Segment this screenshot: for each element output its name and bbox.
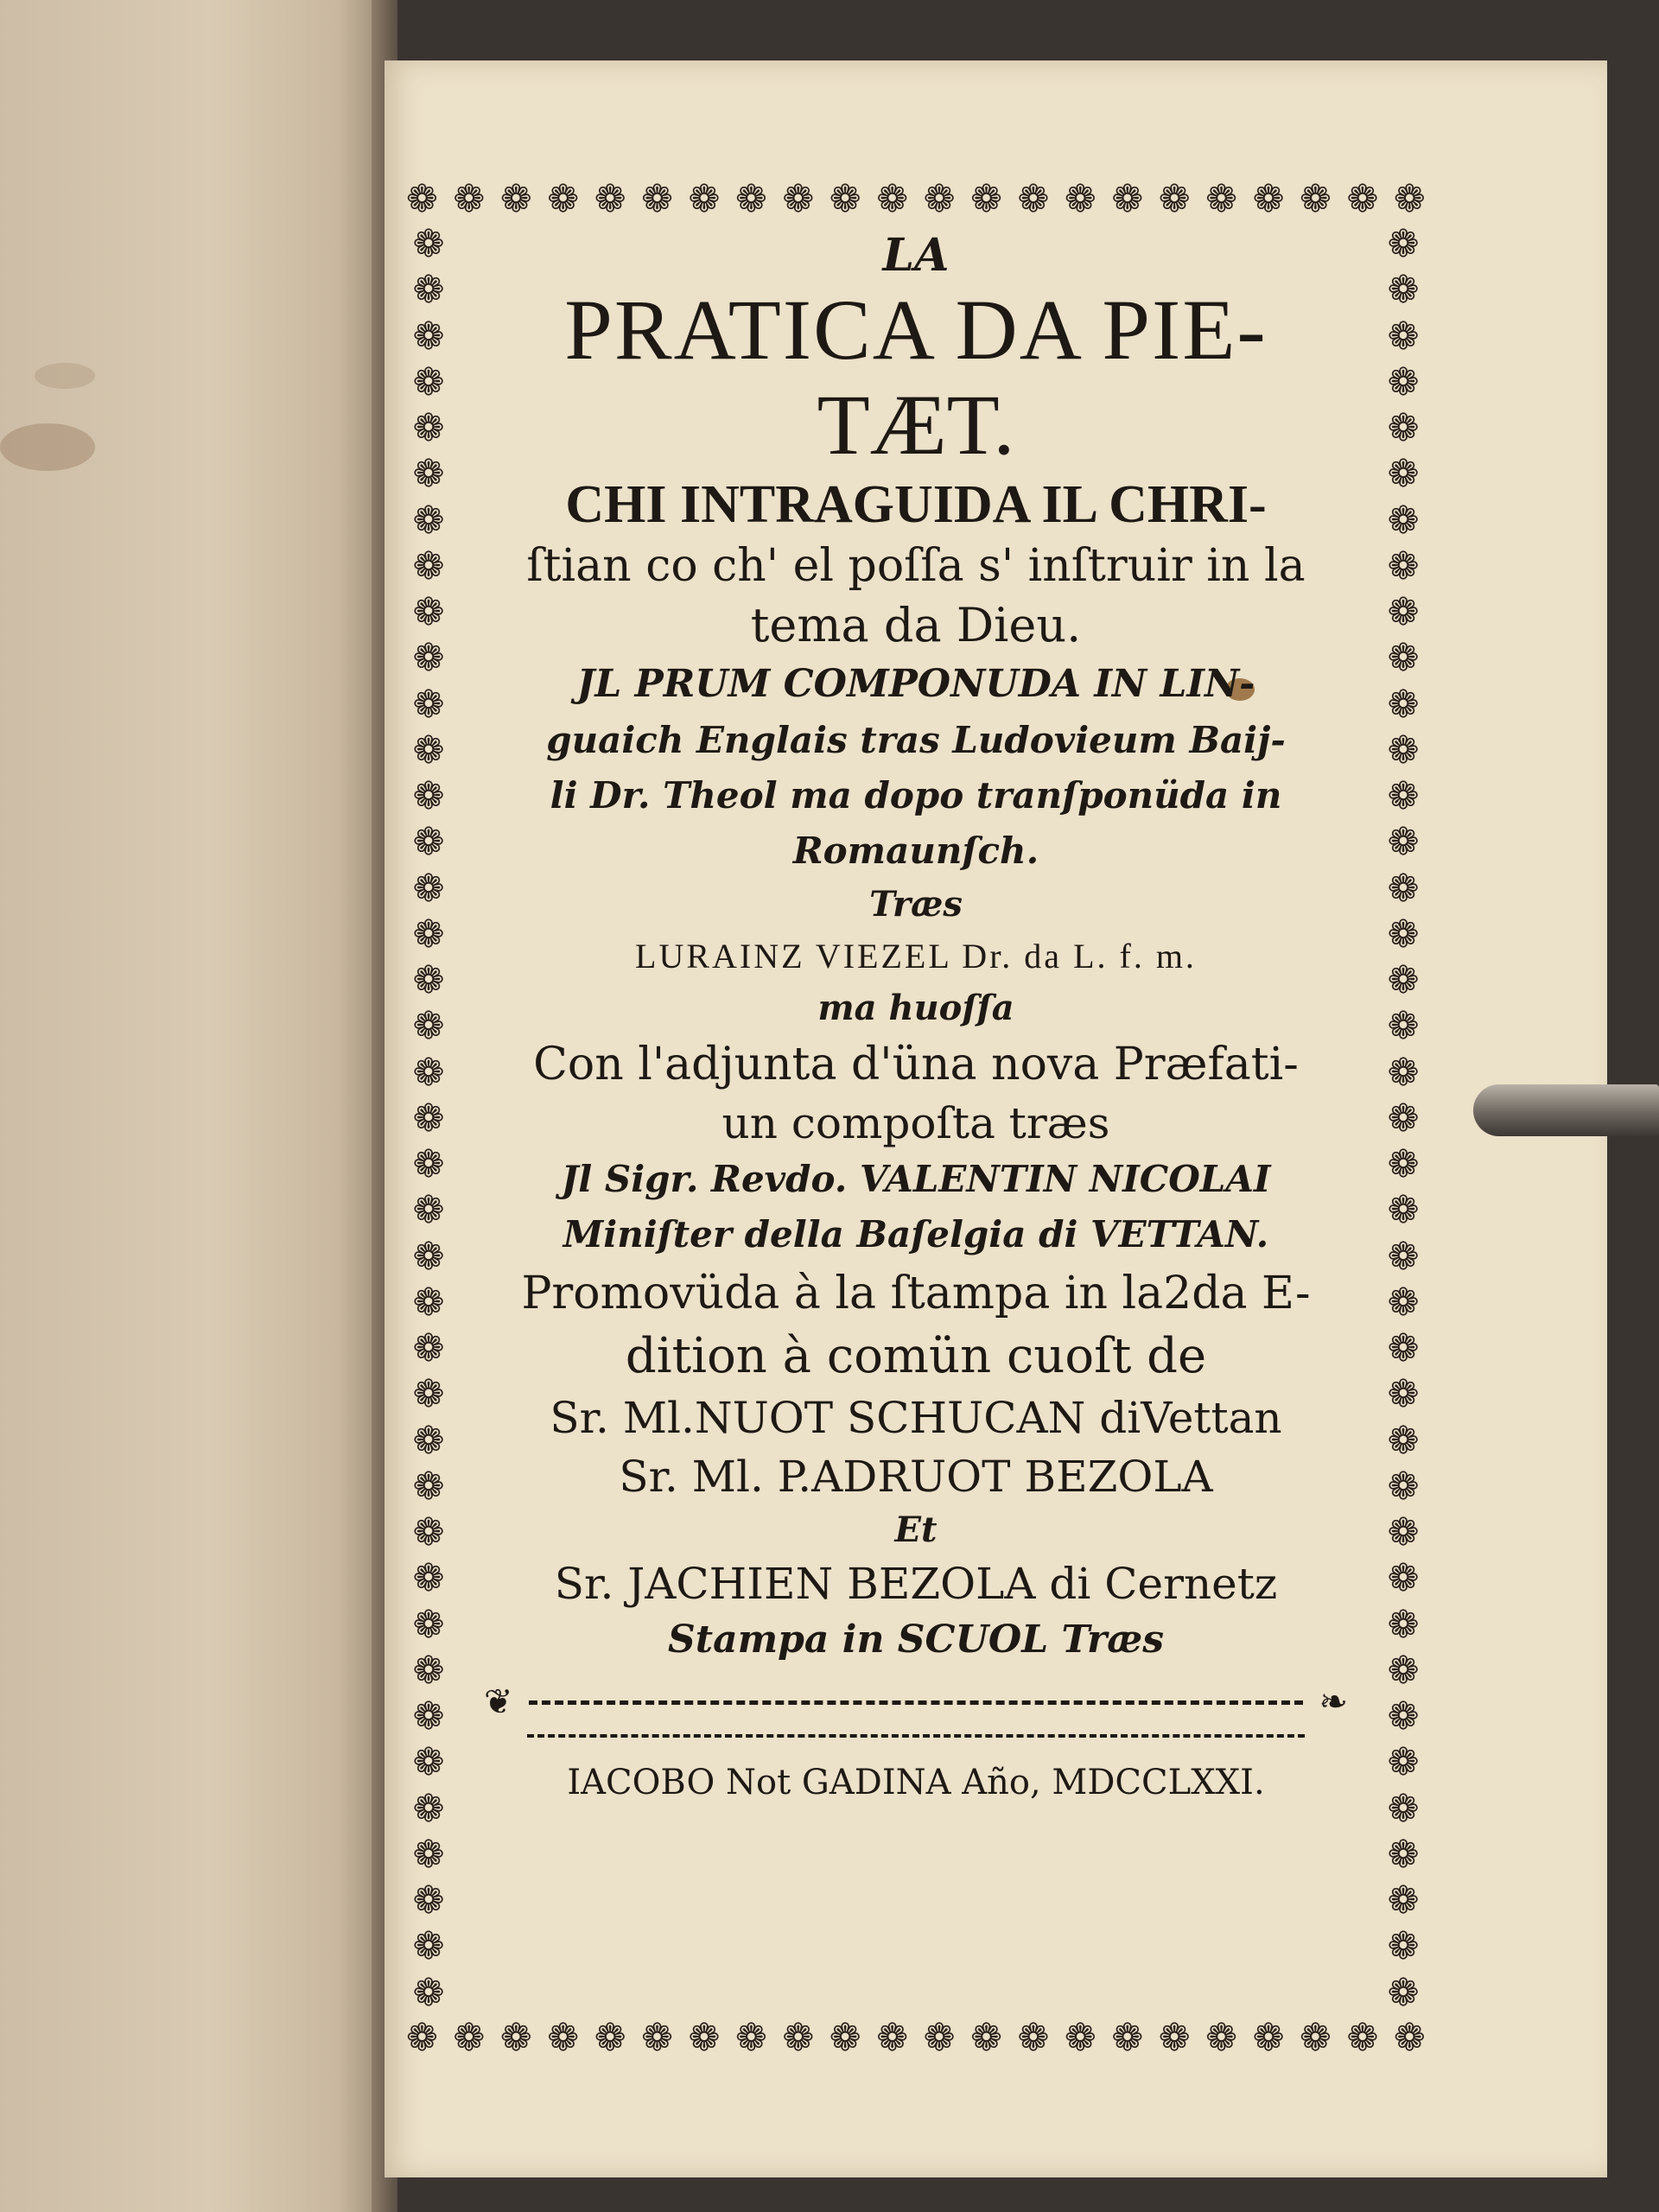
origin-line3: li Dr. Theol ma dopo tranſponüda in bbox=[550, 774, 1282, 817]
fleuron-icon: ❁ bbox=[1158, 2016, 1191, 2060]
fleuron-icon: ❁ bbox=[1300, 2016, 1332, 2060]
fleuron-icon: ❁ bbox=[412, 543, 445, 588]
fleuron-icon: ❁ bbox=[412, 682, 445, 727]
fleuron-icon: ❁ bbox=[412, 1280, 445, 1325]
fleuron-icon: ❁ bbox=[1252, 177, 1285, 221]
fleuron-icon: ❁ bbox=[1387, 1372, 1420, 1417]
rule-bar bbox=[529, 1700, 1304, 1705]
fleuron-icon: ❁ bbox=[412, 1740, 445, 1785]
preface-author: Jl Sigr. Revdo. VALENTIN NICOLAI bbox=[561, 1158, 1271, 1200]
fleuron-icon: ❁ bbox=[1064, 2016, 1096, 2060]
fleuron-icon: ❁ bbox=[1387, 543, 1420, 588]
fleuron-icon: ❁ bbox=[412, 958, 445, 1002]
fleuron-icon: ❁ bbox=[499, 177, 532, 221]
fleuron-icon: ❁ bbox=[1387, 1050, 1420, 1095]
origin-line1: JL PRUM COMPONUDA IN LIN- bbox=[576, 662, 1255, 706]
fleuron-icon: ❁ bbox=[594, 177, 626, 221]
fleuron-icon: ❁ bbox=[412, 1188, 445, 1233]
et-label: Et bbox=[894, 1510, 938, 1550]
ornamental-border bbox=[406, 177, 1426, 2061]
fleuron-icon: ❁ bbox=[1017, 177, 1050, 221]
fleuron-icon: ❁ bbox=[1387, 682, 1420, 727]
fleuron-icon: ❁ bbox=[782, 2016, 815, 2060]
fleuron-icon: ❁ bbox=[412, 1924, 445, 1969]
fleuron-icon: ❁ bbox=[412, 774, 445, 818]
fleuron-icon: ❁ bbox=[688, 2016, 721, 2060]
sponsor-line1: Sr. Ml.NUOT SCHUCAN diVettan bbox=[550, 1393, 1282, 1443]
printer-date-line: IACOBO Not GADINA Año, MDCCLXXI. bbox=[567, 1763, 1265, 1802]
fleuron-icon: ❁ bbox=[829, 2016, 861, 2060]
fleuron-icon: ❁ bbox=[547, 2016, 580, 2060]
fleuron-icon: ❁ bbox=[412, 359, 445, 404]
now-label: ma huoſſa bbox=[817, 988, 1014, 1028]
fleuron-icon: ❁ bbox=[1387, 1510, 1420, 1554]
fleuron-icon: ❁ bbox=[923, 2016, 956, 2060]
fleuron-icon: ❁ bbox=[1387, 1694, 1420, 1738]
fleuron-icon: ❁ bbox=[412, 728, 445, 772]
imprint-place: Stampa in SCUOL Træs bbox=[667, 1618, 1165, 1662]
edition-line2: dition à comün cuoſt de bbox=[625, 1328, 1207, 1384]
border-right bbox=[1381, 222, 1426, 2016]
fleuron-icon: ❁ bbox=[412, 314, 445, 359]
fleuron-icon: ❁ bbox=[412, 268, 445, 313]
edition-line1: Promovüda à la ſtampa in la2da E- bbox=[521, 1268, 1311, 1319]
fleuron-icon: ❁ bbox=[1387, 1280, 1420, 1325]
fleuron-icon: ❁ bbox=[1387, 452, 1420, 497]
fleuron-icon: ❁ bbox=[1387, 314, 1420, 359]
fleuron-icon: ❁ bbox=[412, 1464, 445, 1509]
fleuron-icon: ❁ bbox=[1205, 177, 1238, 221]
fleuron-icon: ❁ bbox=[1387, 1142, 1420, 1186]
fleuron-icon: ❁ bbox=[782, 177, 815, 221]
fleuron-icon: ❁ bbox=[412, 1372, 445, 1417]
translator-line: LURAINZ VIEZEL Dr. da L. f. m. bbox=[635, 937, 1197, 976]
fleuron-icon: ❁ bbox=[1387, 1326, 1420, 1370]
paper-stain bbox=[0, 423, 95, 471]
fleuron-icon: ❁ bbox=[412, 452, 445, 497]
fleuron-icon: ❁ bbox=[1387, 498, 1420, 543]
preface-line1: Con l'adjunta d'üna nova Præfati- bbox=[533, 1039, 1299, 1090]
fleuron-left-icon: ❦ bbox=[484, 1682, 513, 1722]
fleuron-icon: ❁ bbox=[1387, 268, 1420, 313]
fleuron-icon: ❁ bbox=[412, 1970, 445, 2015]
fleuron-icon: ❁ bbox=[412, 590, 445, 634]
fleuron-icon: ❁ bbox=[1387, 1924, 1420, 1969]
fleuron-icon: ❁ bbox=[412, 1326, 445, 1370]
fleuron-icon: ❁ bbox=[412, 1234, 445, 1279]
fleuron-icon: ❁ bbox=[1387, 958, 1420, 1002]
paper-stain bbox=[35, 363, 95, 389]
fleuron-icon: ❁ bbox=[1205, 2016, 1238, 2060]
subtitle-line2: ſtian co ch' el poſſa s' inſtruir in la bbox=[526, 540, 1306, 592]
fleuron-icon: ❁ bbox=[1111, 2016, 1144, 2060]
main-title-line1: PRATICA DA PIE- bbox=[564, 282, 1268, 378]
fleuron-icon: ❁ bbox=[1387, 774, 1420, 818]
fleuron-icon: ❁ bbox=[412, 1878, 445, 1923]
border-bottom bbox=[406, 2016, 1426, 2061]
fleuron-icon: ❁ bbox=[1158, 177, 1191, 221]
border-left bbox=[406, 222, 451, 2016]
fleuron-icon: ❁ bbox=[1387, 1786, 1420, 1831]
fleuron-icon: ❁ bbox=[1346, 2016, 1379, 2060]
fleuron-icon: ❁ bbox=[594, 2016, 626, 2060]
fleuron-icon: ❁ bbox=[1387, 1464, 1420, 1509]
fleuron-icon: ❁ bbox=[1064, 177, 1096, 221]
fleuron-icon: ❁ bbox=[641, 2016, 673, 2060]
fleuron-icon: ❁ bbox=[970, 177, 1002, 221]
title-text bbox=[471, 229, 1361, 1808]
decorative-rule-lower bbox=[527, 1734, 1305, 1738]
fleuron-icon: ❁ bbox=[1387, 1234, 1420, 1279]
fleuron-icon: ❁ bbox=[1393, 177, 1426, 221]
fleuron-icon: ❁ bbox=[412, 1050, 445, 1095]
fleuron-icon: ❁ bbox=[1387, 1832, 1420, 1877]
fleuron-right-icon: ❧ bbox=[1319, 1682, 1348, 1722]
fleuron-icon: ❁ bbox=[412, 1142, 445, 1186]
fleuron-icon: ❁ bbox=[406, 177, 438, 221]
fleuron-icon: ❁ bbox=[1387, 1648, 1420, 1693]
fleuron-icon: ❁ bbox=[412, 636, 445, 681]
fleuron-icon: ❁ bbox=[547, 177, 580, 221]
border-top bbox=[406, 177, 1426, 222]
fleuron-icon: ❁ bbox=[1387, 359, 1420, 404]
by-label: Træs bbox=[869, 884, 963, 925]
fleuron-icon: ❁ bbox=[412, 1096, 445, 1141]
preface-line2: un compoſta træs bbox=[721, 1098, 1110, 1148]
fleuron-icon: ❁ bbox=[1387, 912, 1420, 957]
fleuron-icon: ❁ bbox=[1387, 636, 1420, 681]
fleuron-icon: ❁ bbox=[1387, 1602, 1420, 1647]
subtitle-line3: tema da Dieu. bbox=[750, 598, 1082, 652]
bookmark bbox=[1473, 1084, 1659, 1136]
fleuron-icon: ❁ bbox=[1300, 177, 1332, 221]
fleuron-icon: ❁ bbox=[1387, 1096, 1420, 1141]
fleuron-icon: ❁ bbox=[1393, 2016, 1426, 2060]
sponsor-line3: Sr. JACHIEN BEZOLA di Cernetz bbox=[554, 1559, 1278, 1609]
fleuron-icon: ❁ bbox=[923, 177, 956, 221]
fleuron-icon: ❁ bbox=[412, 1510, 445, 1554]
fleuron-icon: ❁ bbox=[412, 1786, 445, 1831]
fleuron-icon: ❁ bbox=[1387, 1878, 1420, 1923]
fleuron-icon: ❁ bbox=[970, 2016, 1002, 2060]
fleuron-icon: ❁ bbox=[1387, 222, 1420, 266]
fleuron-icon: ❁ bbox=[412, 1418, 445, 1463]
fleuron-icon: ❁ bbox=[1387, 728, 1420, 772]
fleuron-icon: ❁ bbox=[1387, 820, 1420, 865]
decorative-rule bbox=[484, 1682, 1348, 1722]
fleuron-icon: ❁ bbox=[412, 1694, 445, 1738]
sponsor-line2: Sr. Ml. P.ADRUOT BEZOLA bbox=[619, 1452, 1213, 1502]
origin-line4: Romaunſch. bbox=[792, 830, 1039, 872]
origin-line2: guaich Englais tras Ludovieum Baij- bbox=[546, 719, 1286, 761]
fleuron-icon: ❁ bbox=[499, 2016, 532, 2060]
fleuron-icon: ❁ bbox=[876, 177, 909, 221]
fleuron-icon: ❁ bbox=[412, 1602, 445, 1647]
fleuron-icon: ❁ bbox=[453, 2016, 486, 2060]
fleuron-icon: ❁ bbox=[688, 177, 721, 221]
left-page bbox=[0, 0, 385, 2212]
fleuron-icon: ❁ bbox=[412, 1832, 445, 1877]
fleuron-icon: ❁ bbox=[412, 1556, 445, 1601]
fleuron-icon: ❁ bbox=[453, 177, 486, 221]
fleuron-icon: ❁ bbox=[412, 1648, 445, 1693]
subtitle-line1: CHI INTRAGUIDA IL CHRI- bbox=[565, 475, 1267, 534]
fleuron-icon: ❁ bbox=[412, 820, 445, 865]
preface-author-role: Miniſter della Baſelgia di VETTAN. bbox=[563, 1213, 1269, 1255]
fleuron-icon: ❁ bbox=[641, 177, 673, 221]
fleuron-icon: ❁ bbox=[412, 866, 445, 911]
fleuron-icon: ❁ bbox=[412, 498, 445, 543]
fleuron-icon: ❁ bbox=[412, 1004, 445, 1049]
fleuron-icon: ❁ bbox=[1387, 866, 1420, 911]
fleuron-icon: ❁ bbox=[1017, 2016, 1050, 2060]
title-article: LA bbox=[882, 229, 950, 282]
fleuron-icon: ❁ bbox=[412, 406, 445, 450]
fleuron-icon: ❁ bbox=[876, 2016, 909, 2060]
fleuron-icon: ❁ bbox=[1387, 1418, 1420, 1463]
fleuron-icon: ❁ bbox=[1387, 1556, 1420, 1601]
fleuron-icon: ❁ bbox=[412, 912, 445, 957]
fleuron-icon: ❁ bbox=[1387, 1740, 1420, 1785]
fleuron-icon: ❁ bbox=[1387, 406, 1420, 450]
fleuron-icon: ❁ bbox=[1387, 590, 1420, 634]
fleuron-icon: ❁ bbox=[829, 177, 861, 221]
fleuron-icon: ❁ bbox=[1111, 177, 1144, 221]
main-title-line2: TÆT. bbox=[817, 377, 1015, 473]
fleuron-icon: ❁ bbox=[406, 2016, 438, 2060]
fleuron-icon: ❁ bbox=[412, 222, 445, 266]
fleuron-icon: ❁ bbox=[1346, 177, 1379, 221]
fleuron-icon: ❁ bbox=[1387, 1004, 1420, 1049]
fleuron-icon: ❁ bbox=[1387, 1970, 1420, 2015]
fleuron-icon: ❁ bbox=[1252, 2016, 1285, 2060]
fleuron-icon: ❁ bbox=[734, 177, 767, 221]
rule-bar bbox=[527, 1734, 1305, 1738]
fleuron-icon: ❁ bbox=[1387, 1188, 1420, 1233]
fleuron-icon: ❁ bbox=[734, 2016, 767, 2060]
